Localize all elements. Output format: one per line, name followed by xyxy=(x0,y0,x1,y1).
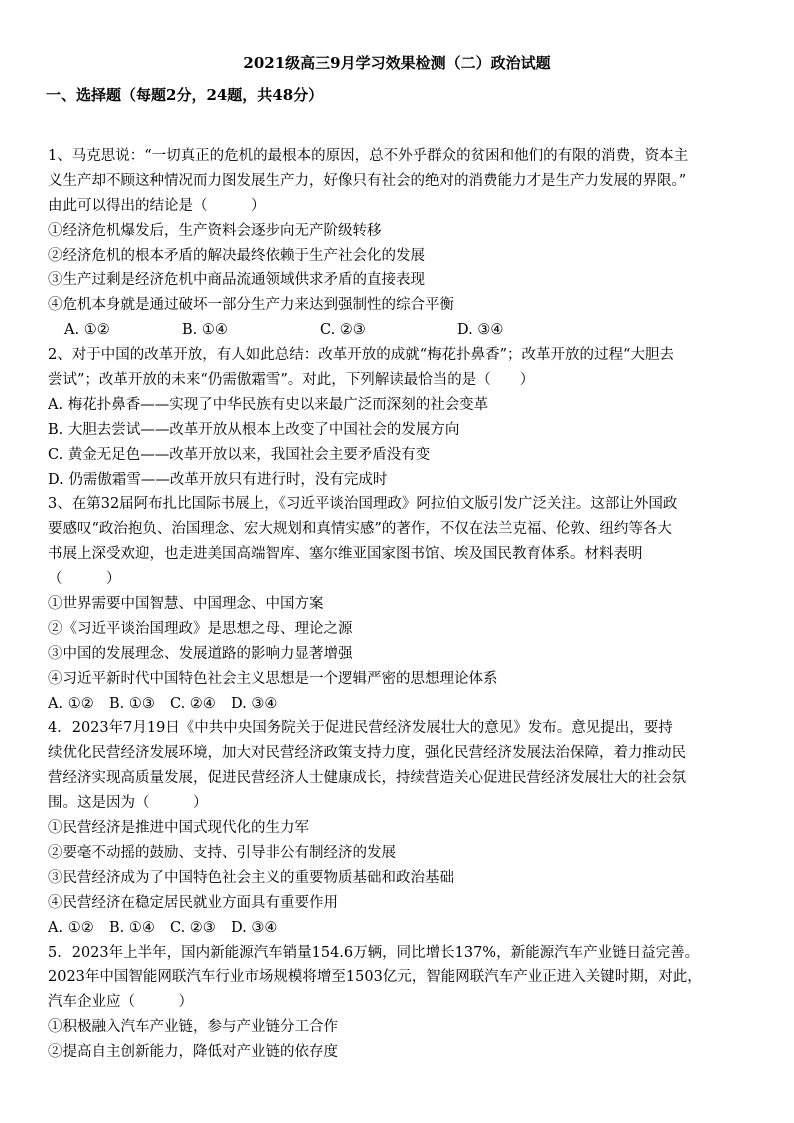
statement-4: ④习近平新时代中国特色社会主义思想是一个逻辑严密的思想理论体系 xyxy=(48,670,498,687)
option-c: C. 黄金无足色——改革开放以来，我国社会主要矛盾没有变 xyxy=(48,446,431,463)
answer-options xyxy=(48,318,760,343)
question-text-line: 由此可以得出的结论是（ ） xyxy=(48,197,266,214)
statement-1: ①经济危机爆发后，生产资料会逐步向无产阶级转移 xyxy=(48,222,382,239)
question-text-line: 要感叹“政治抱负、治国理念、宏大规划和真情实感”的著作，不仅在法兰克福、伦敦、纽约等各大 xyxy=(48,521,672,538)
option-a: A. ①② xyxy=(48,919,94,936)
statement-4: ④民营经济在稳定居民就业方面具有重要作用 xyxy=(48,894,338,911)
statement-1: ①积极融入汽车产业链，参与产业链分工合作 xyxy=(48,1019,338,1036)
option-c: C. ②③ xyxy=(170,919,216,936)
option-c: C. ②④ xyxy=(170,695,216,712)
statement-1: ①世界需要中国智慧、中国理念、中国方案 xyxy=(48,596,324,613)
question-text-line: 围。这是因为（ ） xyxy=(48,795,208,812)
option-b: B. 大胆去尝试——改革开放从根本上改变了中国社会的发展方向 xyxy=(48,421,460,438)
question-text-line: 续优化民营经济发展环境，加大对民营经济政策支持力度，强化民营经济发展法治保障，着力推动民 xyxy=(48,745,686,762)
option-b: B. ①④ xyxy=(182,322,228,339)
statement-1: ①民营经济是推进中国式现代化的生力军 xyxy=(48,820,309,837)
statement-2: ②经济危机的根本矛盾的解决最终依赖于生产社会化的发展 xyxy=(48,247,425,264)
question-1 xyxy=(48,144,760,343)
statement-3: ③中国的发展理念、发展道路的影响力显著增强 xyxy=(48,645,353,662)
statement-4: ④危机本身就是通过破坏一部分生产力来达到强制性的综合平衡 xyxy=(48,297,454,314)
question-text-line: 3、在第32届阿布扎比国际书展上，《习近平谈治国理政》阿拉伯文版引发广泛关注。这部让外国政 xyxy=(48,496,678,513)
question-4 xyxy=(48,716,760,940)
question-text-line: 4．2023年7月19日《中共中央国务院关于促进民营经济发展壮大的意见》发布。意见提出，要持 xyxy=(48,720,673,737)
question-text-line: 2、对于中国的改革开放，有人如此总结：改革开放的成就“梅花扑鼻香”；改革开放的过程“大胆去 xyxy=(48,347,674,364)
answer-options xyxy=(48,916,760,941)
answer-blank: （ ） xyxy=(48,571,121,588)
option-a: A. 梅花扑鼻香——实现了中华民族有史以来最广泛而深刻的社会变革 xyxy=(48,396,489,413)
section-heading: 一、选择题（每题2分，24题，共48分） xyxy=(46,86,324,104)
question-text-line: 2023年中国智能网联汽车行业市场规模将增至1503亿元，智能网联汽车产业正进入关键时期，对此， xyxy=(48,969,702,986)
question-text-line: 尝试”；改革开放的未来“仍需傲霜雪”。对此，下列解读最恰当的是（ ） xyxy=(48,372,535,389)
option-b: B. ①③ xyxy=(109,695,155,712)
option-b: B. ①④ xyxy=(109,919,155,936)
statement-3: ③生产过剩是经济危机中商品流通领域供求矛盾的直接表现 xyxy=(48,272,425,289)
question-5 xyxy=(48,941,760,1065)
option-a: A. ①② xyxy=(64,322,110,339)
option-d: D. ③④ xyxy=(457,322,504,339)
question-text-line: 1、马克思说：“一切真正的危机的最根本的原因，总不外乎群众的贫困和他们的有限的消费，资本主 xyxy=(48,148,689,164)
statement-2: ②提高自主创新能力，降低对产业链的依存度 xyxy=(48,1044,338,1061)
option-d: D. 仍需傲霜雪——改革开放只有进行时，没有完成时 xyxy=(48,471,388,488)
question-text-line: 5．2023年上半年，国内新能源汽车销量154.6万辆，同比增长137%，新能源汽车产业链日益完善。 xyxy=(48,944,700,961)
exam-title: 2021级高三9月学习效果检测（二）政治试题 xyxy=(243,54,551,72)
question-3 xyxy=(48,492,760,716)
option-c: C. ②③ xyxy=(320,322,366,339)
question-list xyxy=(48,144,760,1065)
question-2 xyxy=(48,343,760,492)
option-d: D. ③④ xyxy=(231,695,278,712)
statement-2: ②要毫不动摇的鼓励、支持、引导非公有制经济的发展 xyxy=(48,844,396,861)
question-text-line: 义生产却不顾这种情况而力图发展生产力，好像只有社会的绝对的消费能力才是生产力发展的界限。” xyxy=(48,172,687,189)
question-text-line: 汽车企业应（ ） xyxy=(48,994,193,1011)
question-text-line: 书展上深受欢迎，也走进美国高端智库、塞尔维亚国家图书馆、埃及国民教育体系。材料表明 xyxy=(48,546,643,563)
answer-options xyxy=(48,692,760,717)
option-a: A. ①② xyxy=(48,695,94,712)
question-text-line: 营经济实现高质量发展，促进民营经济人士健康成长，持续营造关心促进民营经济发展壮大的社会氛 xyxy=(48,770,686,787)
option-d: D. ③④ xyxy=(231,919,278,936)
statement-3: ③民营经济成为了中国特色社会主义的重要物质基础和政治基础 xyxy=(48,869,454,886)
statement-2: ②《习近平谈治国理政》是思想之母、理论之源 xyxy=(48,620,353,637)
